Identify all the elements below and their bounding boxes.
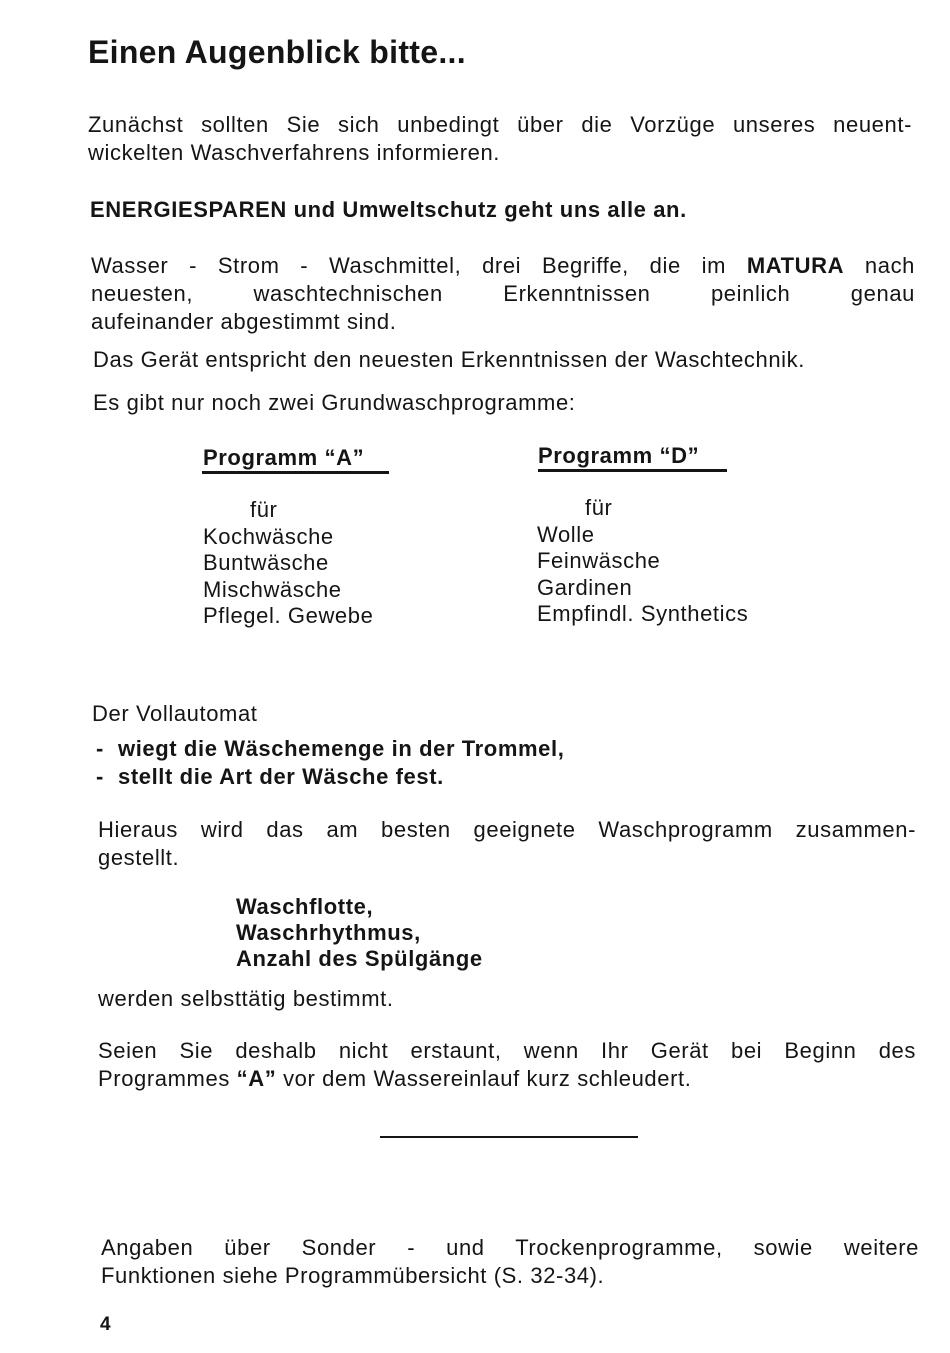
resources-line-1-suffix: nach xyxy=(864,253,916,278)
footer-note-line-2: Funktionen siehe Programmübersicht (S. 32-34). xyxy=(101,1263,605,1288)
resources-line-3: aufeinander abgestimmt sind. xyxy=(91,309,397,334)
program-a-reference: “A” xyxy=(236,1066,277,1091)
spin-note-line-1: Seien Sie deshalb nicht erstaunt, wenn Ihr Gerät bei Beginn des xyxy=(98,1038,916,1063)
spin-note xyxy=(98,1037,916,1093)
assembled-line-1: Hieraus wird das am besten geeignete Waschprogramm zusammen- xyxy=(98,817,916,842)
resources-line-1-prefix: Wasser - Strom - Waschmittel, drei Begriffe, die im xyxy=(91,253,727,278)
program-d-item: Empfindl. Synthetics xyxy=(537,601,749,626)
program-a-list xyxy=(203,497,373,630)
parameter-item: Waschflotte, xyxy=(236,894,374,919)
program-d-item: Wolle xyxy=(537,521,595,547)
program-a-item: Kochwäsche xyxy=(203,523,334,549)
resources-line-1 xyxy=(91,252,915,280)
intro-line-2: wickelten Waschverfahrens informieren. xyxy=(88,140,501,165)
resources-paragraph xyxy=(91,252,915,336)
assembled-line-2: gestellt. xyxy=(98,845,180,870)
device-statement: Das Gerät entspricht den neuesten Erkenntnissen der Waschtechnik. xyxy=(93,347,805,372)
automat-intro: Der Vollautomat xyxy=(92,701,258,726)
spin-note-line-2: Programmes “A” vor dem Wassereinlauf kurz schleudert. xyxy=(98,1066,692,1091)
page-number: 4 xyxy=(100,1314,111,1335)
automat-point: - wiegt die Wäschemenge in der Trommel, xyxy=(96,736,565,761)
program-a-underline xyxy=(202,471,389,474)
program-d-for-label: für xyxy=(585,495,613,520)
automat-point: - stellt die Art der Wäsche fest. xyxy=(96,764,444,789)
intro-paragraph xyxy=(88,111,912,167)
parameter-item: Anzahl des Spülgänge xyxy=(236,946,483,971)
section-divider xyxy=(380,1136,638,1138)
program-d-item: Feinwäsche xyxy=(537,548,661,573)
program-a-for-label: für xyxy=(250,497,278,522)
programs-intro: Es gibt nur noch zwei Grundwaschprogramme: xyxy=(93,390,576,415)
automat-points xyxy=(96,735,564,791)
resources-line-2: neuesten, waschtechnischen Erkenntnissen peinlich genau xyxy=(91,281,915,306)
program-a-item: Mischwäsche xyxy=(203,576,342,602)
program-d-item: Gardinen xyxy=(537,574,633,600)
program-d-list xyxy=(537,495,748,628)
brand-name: MATURA xyxy=(746,253,845,278)
program-a-heading: Programm “A” xyxy=(203,445,365,470)
footer-note xyxy=(101,1234,919,1290)
program-d-underline xyxy=(538,469,727,472)
program-a-item: Pflegel. Gewebe xyxy=(203,603,374,628)
page-title: Einen Augenblick bitte... xyxy=(88,34,466,70)
determined-text: werden selbsttätig bestimmt. xyxy=(98,986,394,1011)
parameter-item: Waschrhythmus, xyxy=(236,920,421,945)
assembled-paragraph xyxy=(98,816,916,872)
intro-line-1: Zunächst sollten Sie sich unbedingt über die Vorzüge unseres neuent- xyxy=(88,112,912,137)
footer-note-line-1: Angaben über Sonder - und Trockenprogramme, sowie weitere xyxy=(101,1235,919,1260)
program-a-item: Buntwäsche xyxy=(203,550,329,575)
energy-heading: ENERGIESPAREN und Umweltschutz geht uns alle an. xyxy=(90,197,687,222)
program-d-heading: Programm “D” xyxy=(538,443,700,468)
parameters-list xyxy=(236,894,483,972)
